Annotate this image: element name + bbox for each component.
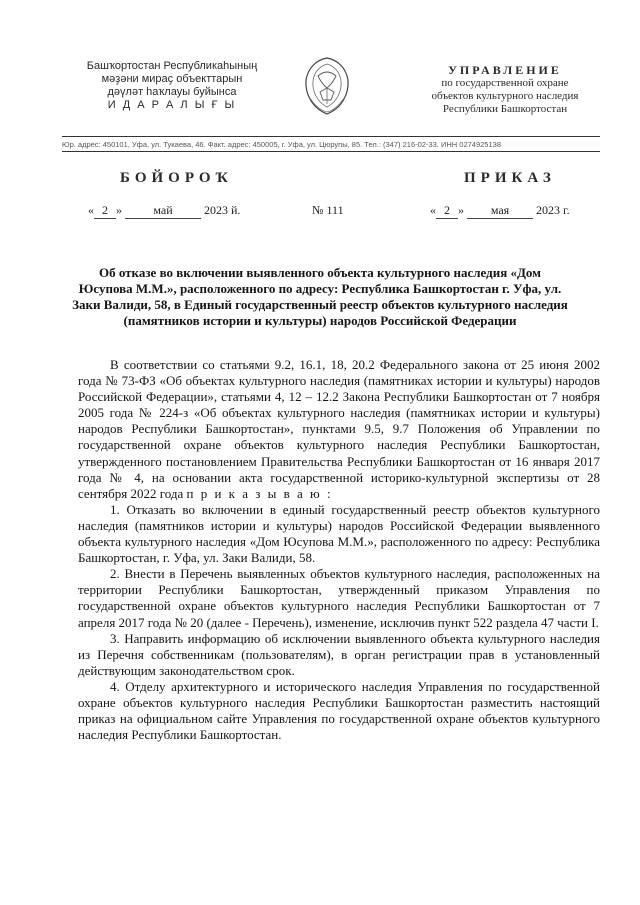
header-right-line: по государственной охране: [441, 77, 569, 89]
date-right-year-prefix: 202: [536, 203, 554, 217]
date-right-year-tail: г.: [563, 203, 570, 217]
prikazyvayu-text: п р и к а з ы в а ю :: [186, 485, 333, 501]
coat-of-arms-icon: [298, 54, 356, 118]
item-2: 2. Внести в Перечень выявленных объектов культурного наследия, расположенных на территории Республики Башкортостан, утвержденный приказом Управления по государственной охране объектов культурного наследия Республики Башкортостан от 7 апреля 2017 года № 20 (далее - Перечень), изменение, исключив пункт 522 раздела 47 части I.: [78, 566, 600, 630]
header-left-line: Башҡортостан Республикаһының: [86, 60, 258, 72]
header-divider: [62, 136, 600, 137]
date-left: « 2 » май 2023 й.: [88, 203, 241, 217]
item-3: 3. Направить информацию об исключении выявленного объекта культурного наследия из Перечня собственникам (пользователям), в орган регистрации прав в установленный действующим законодательством срок.: [78, 630, 600, 678]
header-divider-lower: [62, 151, 600, 152]
document-body: [78, 357, 600, 743]
date-left-year-suffix: 3: [222, 203, 228, 217]
header-left-line: мәҙәни мираҫ объекттарын: [101, 73, 243, 85]
header-left-line: И Д А Р А Л Ы Ғ Ы: [107, 99, 237, 111]
header-left-bashkir: [62, 60, 282, 112]
order-title-russian: ПРИКАЗ: [464, 170, 556, 186]
number-value: 111: [326, 203, 344, 217]
header-right-title: УПРАВЛЕНИЕ: [448, 63, 562, 77]
date-right: « 2 » мая 2023 г.: [430, 203, 570, 217]
header-right-line: объектов культурного наследия: [431, 90, 579, 102]
date-right-year-suffix: 3: [554, 203, 560, 217]
date-right-month: мая: [467, 203, 533, 219]
item-4: 4. Отделу архитектурного и исторического наследия Управления по государственной охране объектов культурного наследия Республики Башкортостан разместить настоящий приказ на официальном сайте Управления по государственной охране объектов культурного наследия Республики Башкортостан.: [78, 678, 600, 743]
order-title-bashkir: БОЙОРОҠ: [120, 170, 233, 186]
legal-address: Юр. адрес: 450101, Уфа, ул. Тукаева, 46. Факт. адрес: 450005, г. Уфа, ул. Цюрупы, 85. Тел.: (347) 216-02-33. ИНН 0274925138: [62, 140, 501, 149]
intro-text: В соответствии со статьями 9.2, 16.1, 18, 20.2 Федерального закона от 25 июня 2002 года № 73-ФЗ «Об объектах культурного наследия (памятниках истории и культуры) народов Российской Федерации», статьями 4, 12 – 12.2 Закона Республики Башкортостан от 7 ноября 2005 года № 224-з «Об объектах культурного наследия (памятниках истории и культуры) народов Республики Башкортостан», пунктами 9.5, 9.7 Положения об Управлении по государственной охране объектов культурного наследия Республики Башкортостан, утвержденного постановлением Правительства Республики Башкортостан от 16 января 2017 года № 4, на основании акта государственной историко-культурной экспертизы от 28 сентября 2022 года: [78, 357, 600, 501]
order-number: [312, 203, 344, 218]
date-left-year-tail: й.: [231, 203, 241, 217]
number-sign: №: [312, 203, 324, 217]
date-left-month: май: [125, 203, 201, 219]
header-left-line: дәүләт һаҡлауы буйынса: [107, 86, 237, 98]
document-title: Об отказе во включении выявленного объекта культурного наследия «Дом Юсупова М.М.», расположенного по адресу: Республика Башкортостан г. Уфа, ул. Заки Валиди, 58, в Единый государственный реестр объектов культурного наследия (памятников истории и культуры) народов Российской Федерации: [72, 265, 568, 328]
date-right-day: 2: [436, 203, 458, 219]
date-left-year-prefix: 202: [204, 203, 222, 217]
header-right-line: Республики Башкортостан: [442, 103, 568, 115]
item-1: 1. Отказать во включении в единый государственный реестр объектов культурного наследия (памятников истории и культуры) народов Российской Федерации выявленного объекта культурного наследия «Дом Юсупова М.М.», расположенного по адресу: Республика Башкортостан, г. Уфа, ул. Заки Валиди, 58.: [78, 501, 600, 566]
date-left-day: 2: [94, 203, 116, 219]
header-right-russian: [410, 64, 600, 116]
intro-paragraph: [78, 357, 600, 502]
